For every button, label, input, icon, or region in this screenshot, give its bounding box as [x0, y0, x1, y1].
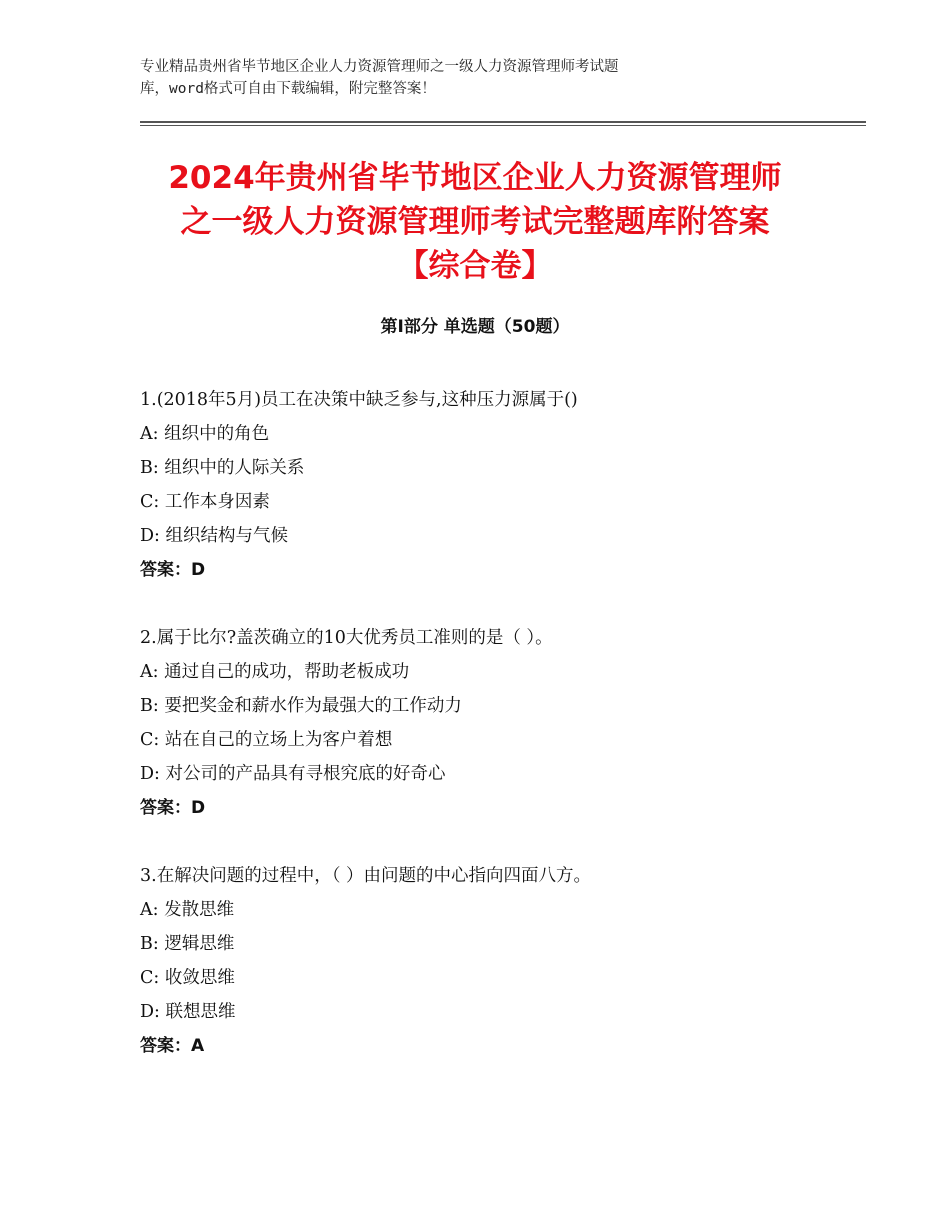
- question-stem: 3.在解决问题的过程中，（ ）由问题的中心指向四面八方。: [140, 866, 592, 886]
- document-title-line-2: 之一级人力资源管理师考试完整题库附答案: [180, 204, 770, 240]
- section-title: 第Ⅰ部分 单选题（50题）: [380, 317, 570, 337]
- option-d: D: 联想思维: [140, 1002, 236, 1022]
- header-divider: [140, 121, 866, 126]
- question-list: [140, 383, 830, 1097]
- question-stem: 2.属于比尔?盖茨确立的10大优秀员工准则的是（ ）。: [140, 628, 553, 648]
- option-c: C: 站在自己的立场上为客户着想: [140, 730, 393, 750]
- document-title-line-1: 2024年贵州省毕节地区企业人力资源管理师: [168, 160, 782, 196]
- answer-key: 答案：D: [140, 798, 206, 818]
- option-d: D: 组织结构与气候: [140, 526, 288, 546]
- option-b: B: 组织中的人际关系: [140, 458, 305, 478]
- option-c: C: 工作本身因素: [140, 492, 270, 512]
- option-a: A: 发散思维: [140, 900, 235, 920]
- question-item: [140, 383, 830, 587]
- question-stem: 1.(2018年5月)员工在决策中缺乏参与,这种压力源属于(): [140, 390, 578, 410]
- option-b: B: 要把奖金和薪水作为最强大的工作动力: [140, 696, 462, 716]
- option-b: B: 逻辑思维: [140, 934, 235, 954]
- document-title: [120, 156, 830, 288]
- question-item: [140, 621, 830, 825]
- answer-key: 答案：A: [140, 1036, 205, 1056]
- header-note-line-1: 专业精品贵州省毕节地区企业人力资源管理师之一级人力资源管理师考试题: [140, 59, 619, 75]
- header-note-line-2: 库，word格式可自由下载编辑，附完整答案！: [140, 81, 436, 97]
- header-note: [140, 56, 830, 100]
- document-title-line-3: 【综合卷】: [397, 248, 553, 284]
- option-a: A: 组织中的角色: [140, 424, 270, 444]
- option-d: D: 对公司的产品具有寻根究底的好奇心: [140, 764, 446, 784]
- answer-key: 答案：D: [140, 560, 206, 580]
- question-item: [140, 859, 830, 1063]
- option-c: C: 收敛思维: [140, 968, 235, 988]
- option-a: A: 通过自己的成功，帮助老板成功: [140, 662, 410, 682]
